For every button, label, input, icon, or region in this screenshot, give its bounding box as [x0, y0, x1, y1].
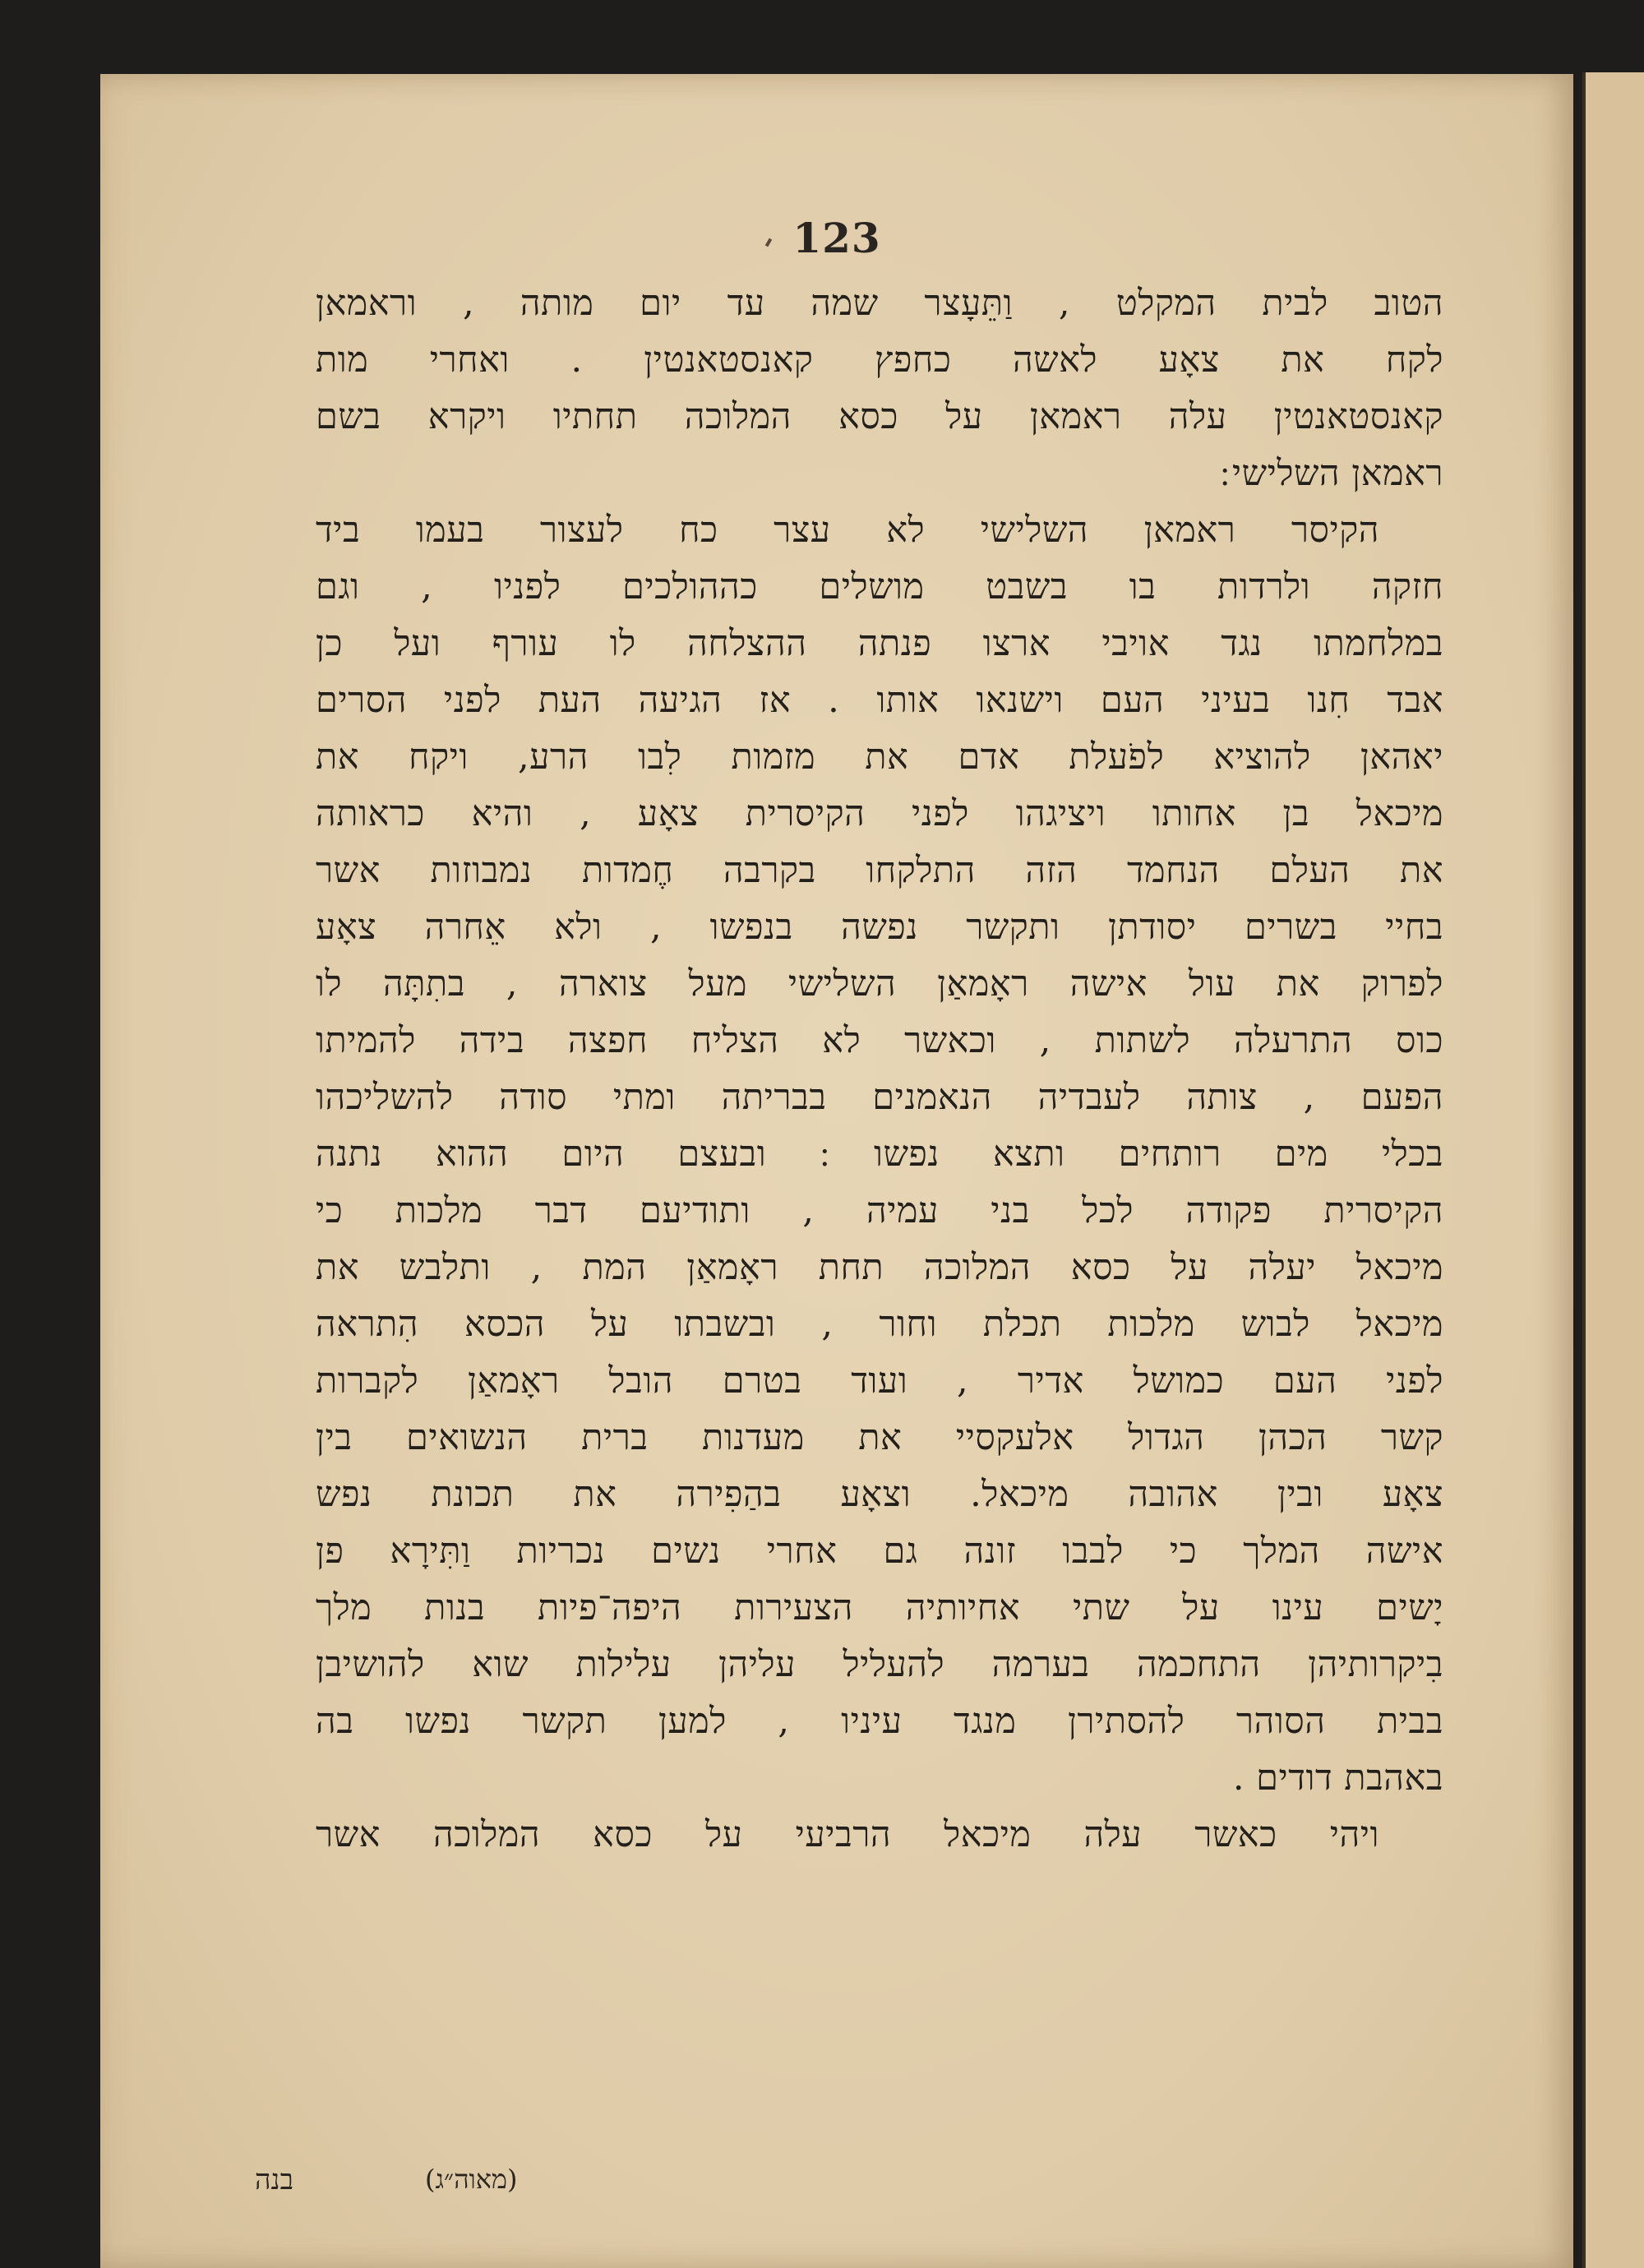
printer-signature: (מאוה״ג): [425, 2164, 518, 2195]
text-line: הקיסרית פקודה לכל בני עמיה , ותודיעם דבר מלכות כי: [316, 1190, 1443, 1231]
book-page: [100, 74, 1573, 2268]
text-line: אישה המלך כי לבבו זונה גם אחרי נשים נכריות וַתִּירָא פן: [316, 1531, 1443, 1572]
text-line: בבית הסוהר להסתירן מנגד עיניו , למען תקשר נפשו בה: [316, 1701, 1443, 1742]
text-line: במלחמתו נגד אויבי ארצו פנתה ההצלחה לו עורף ועל כן: [316, 623, 1443, 664]
text-line: יָשים עינו על שתי אחיותיה הצעירות היפה־פיות בנות מלך: [316, 1587, 1443, 1628]
text-line: קשר הכהן הגדול אלעקסיי את מעדנות ברית הנשואים בין: [316, 1417, 1443, 1458]
text-line: קאנסטאנטין עלה ראמאן על כסא המלוכה תחתיו ויקרא בשם: [316, 396, 1443, 437]
catchword: בנה: [255, 2164, 293, 2196]
page-footer: [215, 2164, 1343, 2213]
page-number: 123: [792, 214, 881, 262]
text-line: צאָע ובין אהובה מיכאל. וצאָע בהַפִירה את תכונת נפש: [316, 1474, 1443, 1515]
text-line: מיכאל לבוש מלכות תכלת וחור , ובשבתו על הכסא הִתראה: [316, 1304, 1443, 1345]
text-line: לקח את צאָע לאשה כחפץ קאנסטאנטין . ואחרי מות: [316, 340, 1443, 381]
text-line: הפעם , צותה לעבדיה הנאמנים בבריתה ומתי סודה להשליכהו: [316, 1077, 1443, 1118]
text-line: הטוב לבית המקלט , וַתֵּעָצר שמה עד יום מותה , וראמאן: [316, 283, 1443, 324]
body-text: [316, 275, 1443, 1864]
text-line: לפרוק את עול אישה ראָמאַן השלישי מעל צוארה , בתִתָּה לו: [316, 963, 1443, 1005]
text-line: הקיסר ראמאן השלישי לא עצר כח לעצור בעמו ביד: [316, 510, 1379, 551]
text-line: יאהאן להוציא לפֹעלת אדם את מזמות לִבו הרע, ויקח את: [316, 737, 1443, 778]
text-line: בִיקרותיהן התחכמה בערמה להעליל עליהן עלילות שוא להושיבן: [316, 1644, 1443, 1685]
text-line: באהבת דודים .: [1232, 1758, 1443, 1799]
text-line: מיכאל יעלה על כסא המלוכה תחת ראָמאַן המת , ותלבש את: [316, 1247, 1443, 1288]
text-line: חזקה ולרדות בו בשבט מושלים כההולכים לפניו , וגם: [316, 566, 1443, 607]
text-line: בכלי מים רותחים ותצא נפשו ׃ ובעצם היום ההוא נתנה: [316, 1134, 1443, 1175]
adjacent-page-edge: [1582, 72, 1644, 2268]
text-line: ויהי כאשר עלה מיכאל הרביעי על כסא המלוכה אשר: [316, 1814, 1379, 1855]
text-line: ראמאן השלישי ׃: [1220, 453, 1443, 494]
text-line: מיכאל בן אחותו ויציגהו לפני הקיסרית צאָע , והיא כראותה: [316, 793, 1443, 834]
text-line: בחיי בשרים יסודתן ותקשר נפשה בנפשו , ולא אֵחרה צאָע: [316, 907, 1443, 948]
text-line: לפני העם כמושל אדיר , ועוד בטרם הובל ראָמאַן לקברות: [316, 1360, 1443, 1402]
text-line: אבד חִנו בעיני העם וישנאו אותו . אז הגיעה העת לפני הסרים: [316, 680, 1443, 721]
text-line: כוס התרעלה לשתות , וכאשר לא הצליח חפצה בידה להמיתו: [316, 1020, 1443, 1061]
text-line: את העלם הנחמד הזה התלקחו בקרבה חֶמדות נמבוזות אשר: [316, 850, 1443, 891]
